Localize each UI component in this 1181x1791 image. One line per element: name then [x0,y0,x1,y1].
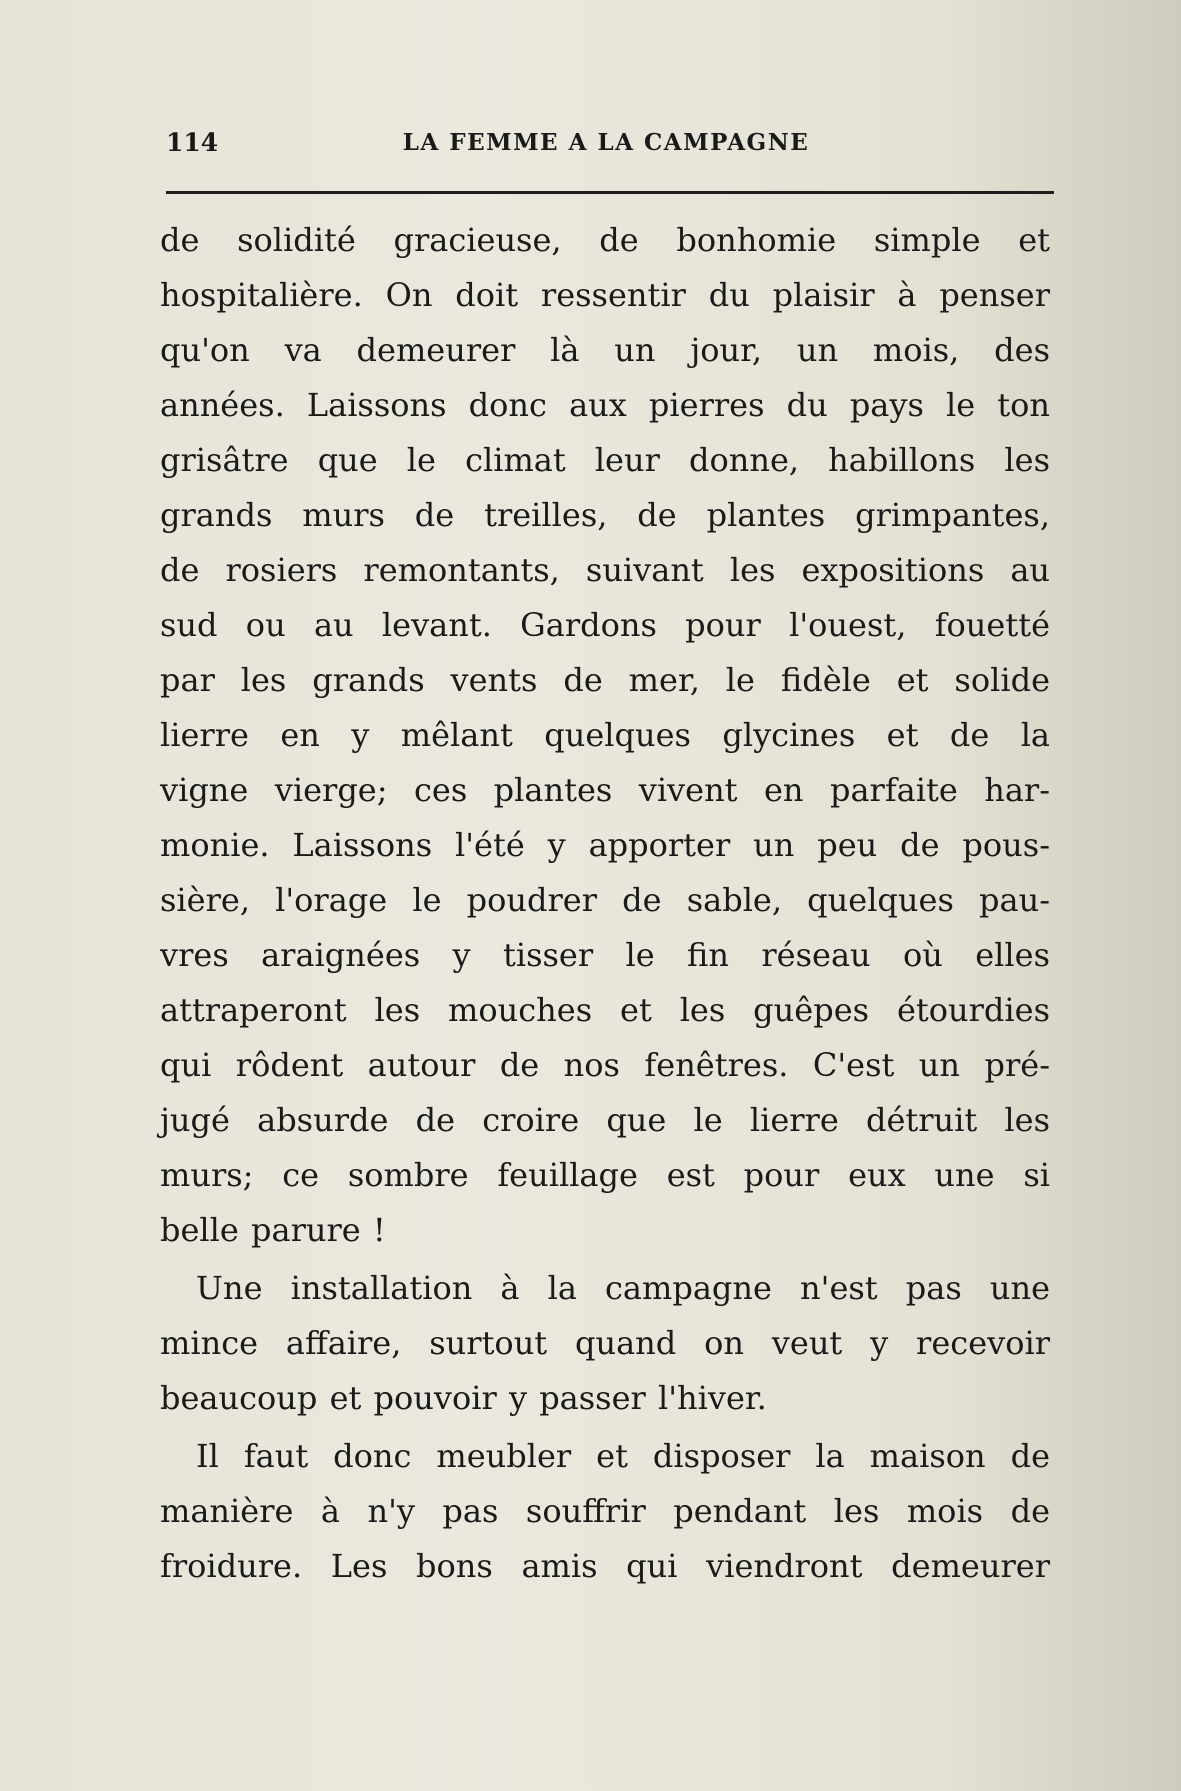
text-line: froidure. Les bons amis qui viendront demeurer [160,1547,1050,1585]
text-line: monie. Laissons l'été y apporter un peu de pous- [160,826,1050,864]
text-line: de rosiers remontants, suivant les expositions au [160,551,1050,589]
text-line: sud ou au levant. Gardons pour l'ouest, fouetté [160,606,1050,644]
page-number: 114 [166,128,219,157]
text-line: Une installation à la campagne n'est pas une [196,1269,1050,1307]
text-line: belle parure ! [160,1211,386,1249]
text-line: années. Laissons donc aux pierres du pays le ton [160,386,1050,424]
text-line: jugé absurde de croire que le lierre détruit les [160,1101,1050,1139]
text-line: par les grands vents de mer, le fidèle et solide [160,661,1050,699]
text-line: sière, l'orage le poudrer de sable, quelques pau- [160,881,1050,919]
header-rule [166,191,1054,194]
text-line: qui rôdent autour de nos fenêtres. C'est un pré- [160,1046,1050,1084]
text-line: Il faut donc meubler et disposer la maison de [196,1437,1050,1475]
text-line: hospitalière. On doit ressentir du plaisir à penser [160,276,1050,314]
running-title: LA FEMME A LA CAMPAGNE [402,129,810,156]
text-line: attraperont les mouches et les guêpes étourdies [160,991,1050,1029]
text-line: grands murs de treilles, de plantes grimpantes, [160,496,1050,534]
text-line: de solidité gracieuse, de bonhomie simple et [160,221,1050,259]
text-line: murs; ce sombre feuillage est pour eux une si [160,1156,1050,1194]
text-line: vres araignées y tisser le fin réseau où elles [160,936,1050,974]
text-line: beaucoup et pouvoir y passer l'hiver. [160,1379,767,1417]
text-line: lierre en y mêlant quelques glycines et de la [160,716,1050,754]
text-line: vigne vierge; ces plantes vivent en parfaite har- [160,771,1050,809]
text-line: mince affaire, surtout quand on veut y recevoir [160,1324,1050,1362]
text-line: manière à n'y pas souffrir pendant les mois de [160,1492,1050,1530]
page-body [160,213,1050,1594]
text-line: qu'on va demeurer là un jour, un mois, des [160,331,1050,369]
text-line: grisâtre que le climat leur donne, habillons les [160,441,1050,479]
